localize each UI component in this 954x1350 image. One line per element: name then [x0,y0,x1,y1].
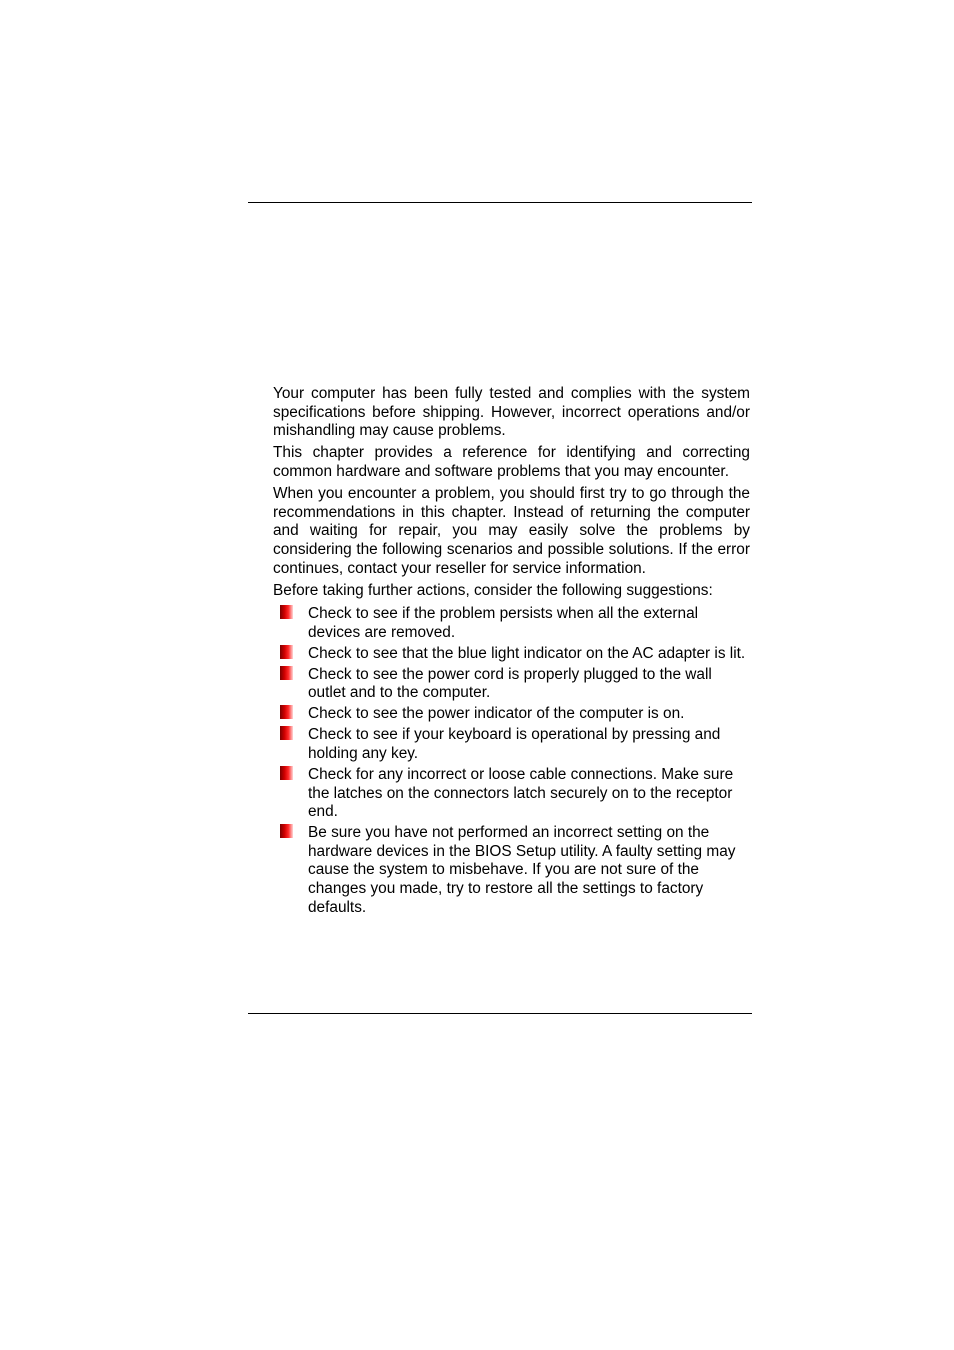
chapter-body [273,385,750,920]
red-square-bullet-icon [280,726,293,740]
suggestion-item [273,766,750,822]
intro-paragraph: Your computer has been fully tested and complies with the system specifications before shipping. However, incorrect operations and/or mishandling may cause problems. [273,385,750,440]
suggestion-item [273,605,750,642]
encounter-paragraph: When you encounter a problem, you should first try to go through the recommendations in this chapter. Instead of returning the computer and waiting for repair, you may easily solve the problems by considering the following scenarios and possible solutions. If the error continues, contact your reseller for service information. [273,485,750,577]
red-square-bullet-icon [280,645,293,659]
suggestion-text: Check for any incorrect or loose cable connections. Make sure the latches on the connectors latch securely on to the receptor end. [308,766,734,821]
red-square-bullet-icon [280,666,293,680]
suggestion-item [273,705,750,724]
suggestion-text: Check to see if the problem persists when all the external devices are removed. [308,605,699,641]
suggestion-item [273,645,750,664]
suggestion-text: Check to see that the blue light indicator on the AC adapter is lit. [308,644,746,662]
suggestion-item [273,824,750,917]
suggestions-lead-in: Before taking further actions, consider the following suggestions: [273,581,713,599]
suggestion-text: Check to see if your keyboard is operational by pressing and holding any key. [308,726,721,763]
suggestion-item [273,726,750,763]
reference-paragraph: This chapter provides a reference for identifying and correcting common hardware and software problems that you may encounter. [273,444,750,480]
red-square-bullet-icon [280,766,293,780]
red-square-bullet-icon [280,824,293,838]
suggestion-text: Be sure you have not performed an incorrect setting on the hardware devices in the BIOS Setup utility. A faulty setting may cause the system to misbehave. If you are not sure of the changes you made, try to restore all the settings to factory defaults. [308,824,736,916]
red-square-bullet-icon [280,605,293,619]
suggestion-text: Check to see the power indicator of the computer is on. [308,705,685,723]
suggestion-list [273,605,750,917]
suggestion-text: Check to see the power cord is properly plugged to the wall outlet and to the computer. [308,665,712,702]
header-rule [248,202,752,203]
red-square-bullet-icon [280,705,293,719]
suggestion-item [273,666,750,703]
footer-rule [248,1013,752,1014]
